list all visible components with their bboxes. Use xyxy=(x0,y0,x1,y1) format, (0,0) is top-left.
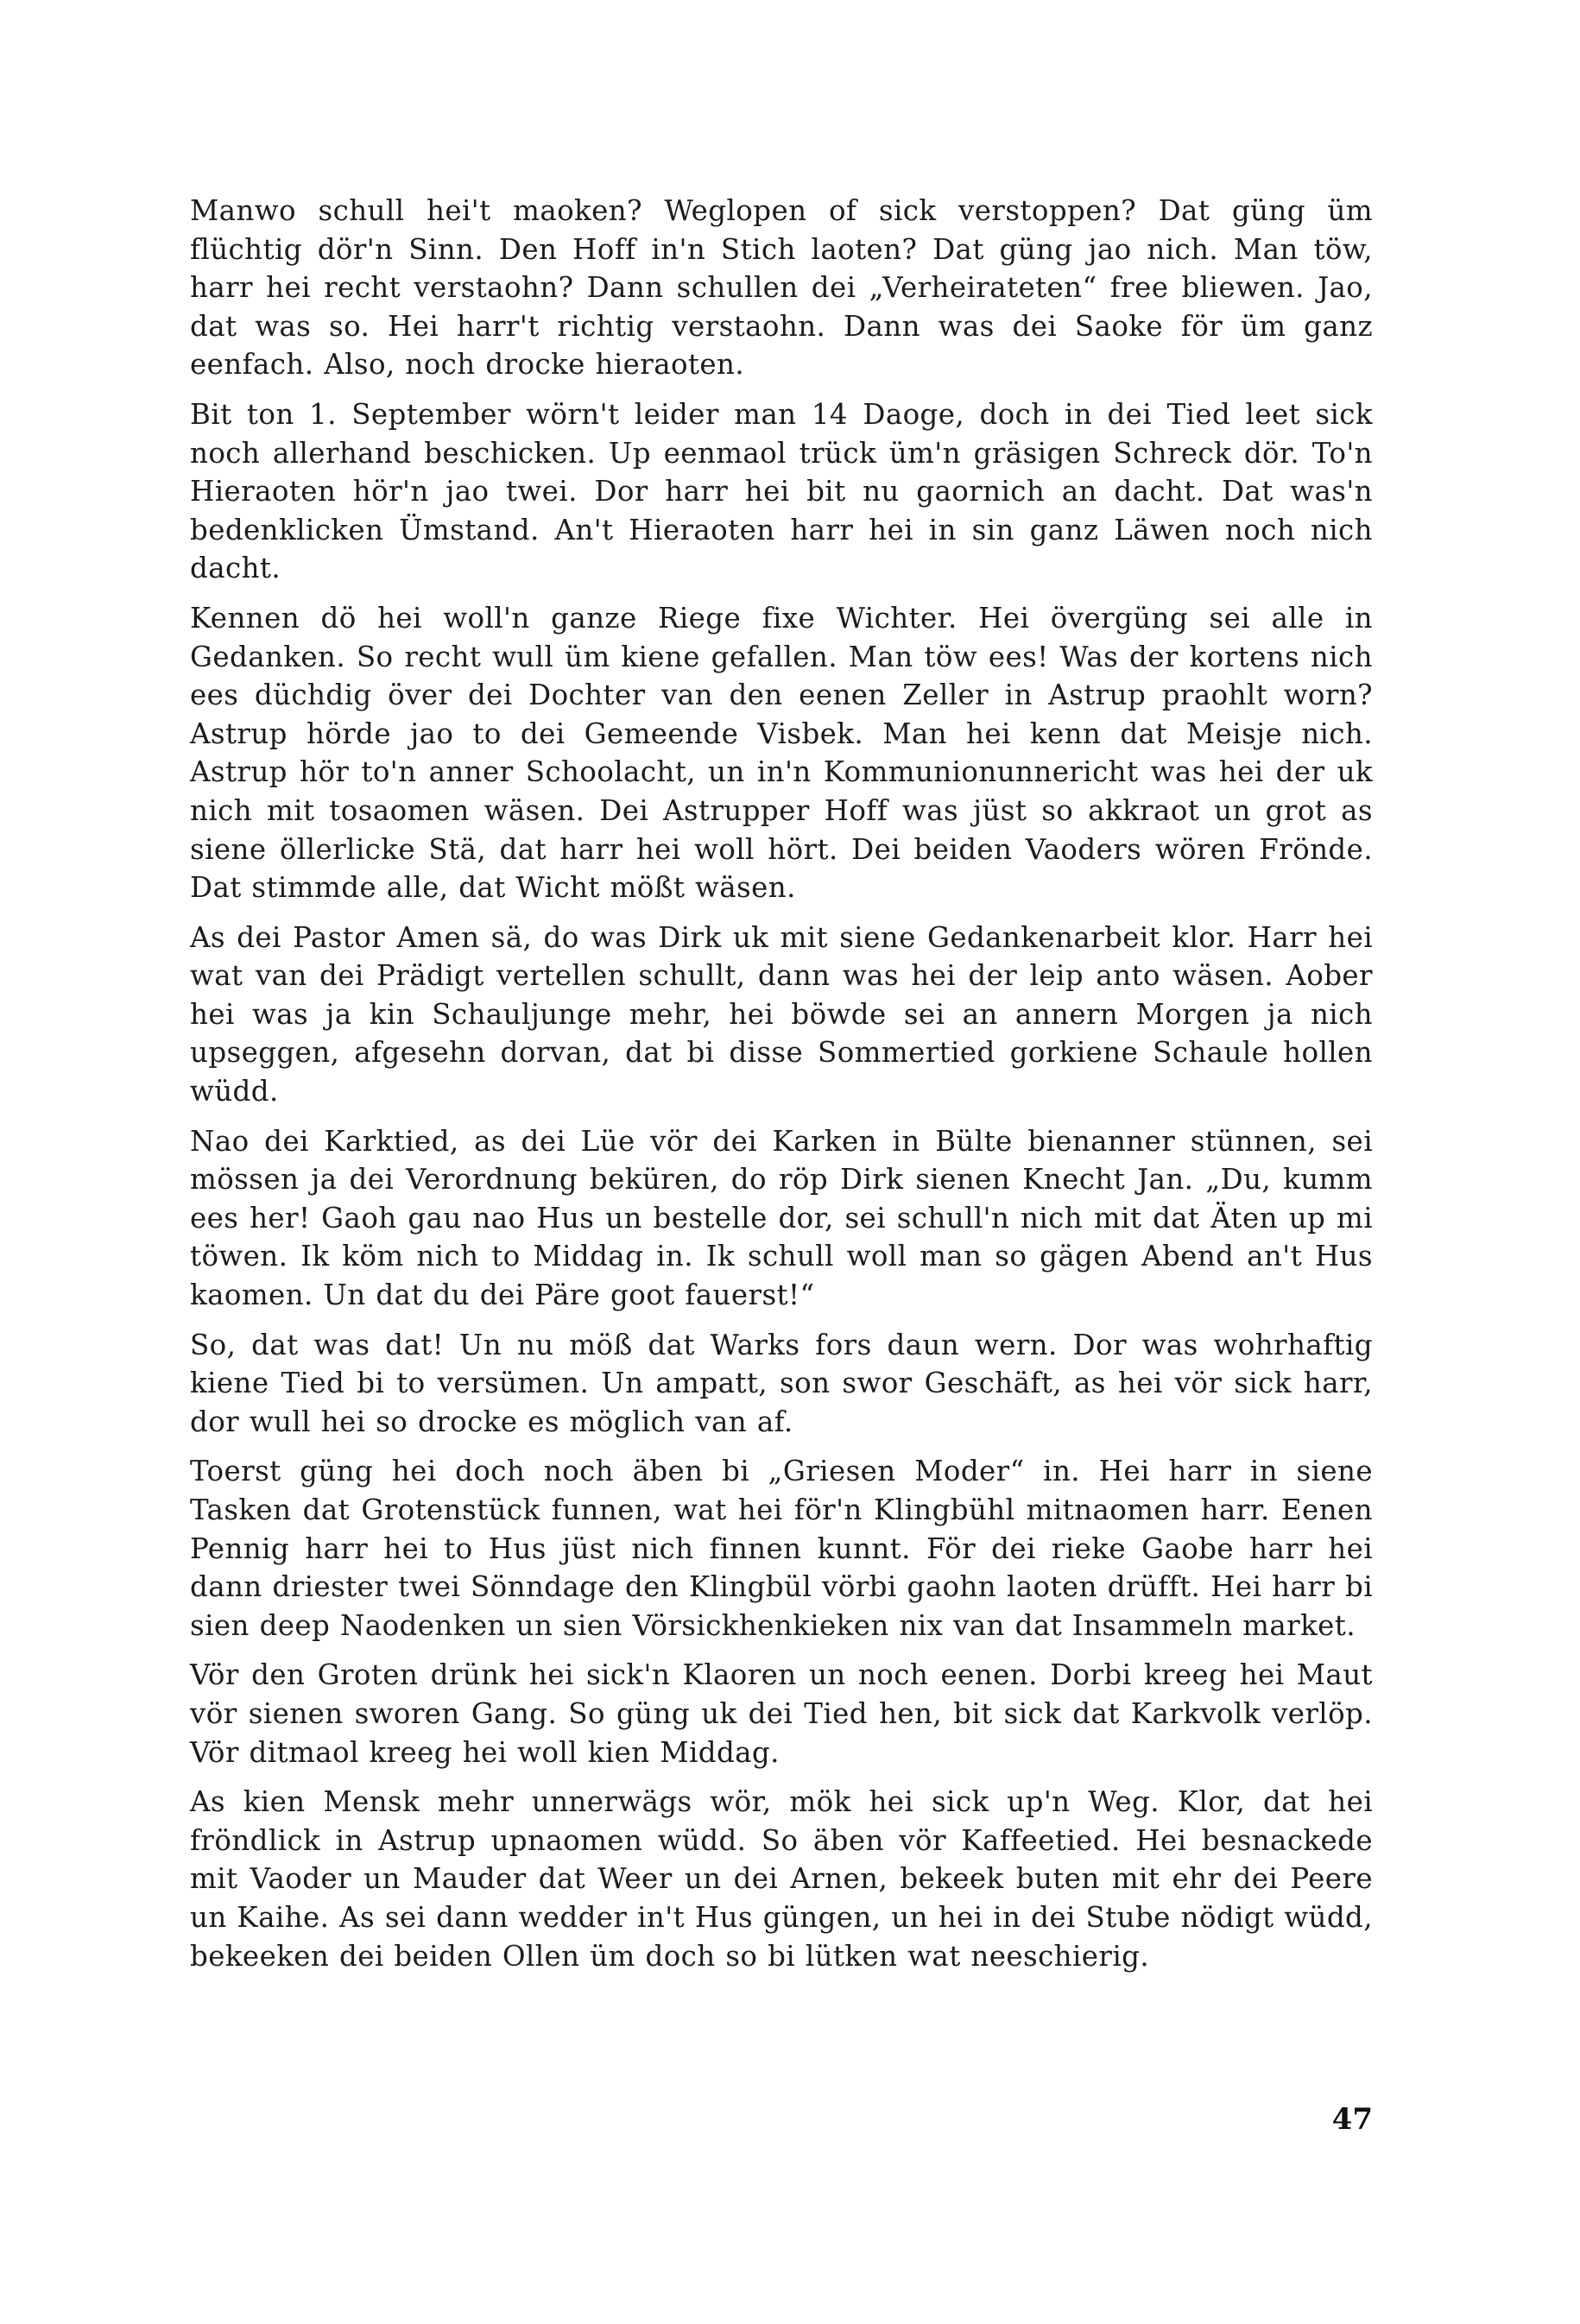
page-number: 47 xyxy=(1331,2102,1373,2137)
paragraph-7: Toerst güng hei doch noch äben bi „Griesen Moder“ in. Hei harr in siene Tasken dat Grotenstück funnen, wat hei för'n Klingbühl mitnaomen harr. Eenen Pennig harr hei to Hus jüst nich finnen kunnt. För dei rieke Gaobe harr hei dann driester twei Sönndage den Klingbül vörbi gaohn laoten drüfft. Hei harr bi sien deep Naodenken un sien Vörsickhenkieken nix van dat Insammeln market. xyxy=(190,1455,1373,1642)
paragraph-2: Bit ton 1. September wörn't leider man 14 Daoge, doch in dei Tied leet sick noch allerhand beschicken. Up eenmaol trück üm'n gräsigen Schreck dör. To'n Hieraoten hör'n jao twei. Dor harr hei bit nu gaornich an dacht. Dat was'n bedenklicken Ümstand. An't Hieraoten harr hei in sin ganz Läwen noch nich dacht. xyxy=(190,397,1373,585)
paragraph-3: Kennen dö hei woll'n ganze Riege fixe Wichter. Hei övergüng sei alle in Gedanken. So recht wull üm kiene gefallen. Man töw ees! Was der kortens nich ees düchdig över dei Dochter van den eenen Zeller in Astrup praohlt worn? Astrup hörde jao to dei Gemeende Visbek. Man hei kenn dat Meisje nich. Astrup hör to'n anner Schoolacht, un in'n Kommunionunnericht was hei der uk nich mit tosaomen wäsen. Dei Astrupper Hoff was jüst so akkraot un grot as siene öllerlicke Stä, dat harr hei woll hört. Dei beiden Vaoders wören Frönde. Dat stimmde alle, dat Wicht mößt wäsen. xyxy=(190,601,1373,905)
paragraph-9: As kien Mensk mehr unnerwägs wör, mök hei sick up'n Weg. Klor, dat hei fröndlick in Astrup upnaomen wüdd. So äben vör Kaffeetied. Hei besnackede mit Vaoder un Mauder dat Weer un dei Arnen, bekeek buten mit ehr dei Peere un Kaihe. As sei dann wedder in't Hus güngen, un hei in dei Stube nödigt wüdd, bekeeken dei beiden Ollen üm doch so bi lütken wat neeschierig. xyxy=(190,1785,1373,1973)
body-text xyxy=(190,192,1373,1986)
paragraph-1: Manwo schull hei't maoken? Weglopen of sick verstoppen? Dat güng üm flüchtig dör'n Sinn. Den Hoff in'n Stich laoten? Dat güng jao nich. Man töw, harr hei recht verstaohn? Dann schullen dei „Verheirateten“ free bliewen. Jao, dat was so. Hei harr't richtig verstaohn. Dann was dei Saoke för üm ganz eenfach. Also, noch drocke hieraoten. xyxy=(190,194,1373,382)
paragraph-5: Nao dei Karktied, as dei Lüe vör dei Karken in Bülte bienanner stünnen, sei mössen ja dei Verordnung beküren, do röp Dirk sienen Knecht Jan. „Du, kumm ees her! Gaoh gau nao Hus un bestelle dor, sei schull'n nich mit dat Äten up mi töwen. Ik köm nich to Middag in. Ik schull woll man so gägen Abend an't Hus kaomen. Un dat du dei Päre goot fauerst!“ xyxy=(190,1124,1373,1312)
paragraph-4: As dei Pastor Amen sä, do was Dirk uk mit siene Gedankenarbeit klor. Harr hei wat van dei Prädigt vertellen schullt, dann was hei der leip anto wäsen. Aober hei was ja kin Schauljunge mehr, hei böwde sei an annern Morgen ja nich upseggen, afgesehn dorvan, dat bi disse Sommertied gorkiene Schaule hollen wüdd. xyxy=(190,920,1373,1108)
paragraph-8: Vör den Groten drünk hei sick'n Klaoren un noch eenen. Dorbi kreeg hei Maut vör sienen sworen Gang. So güng uk dei Tied hen, bit sick dat Karkvolk verlöp. Vör ditmaol kreeg hei woll kien Middag. xyxy=(190,1658,1373,1769)
paragraph-6: So, dat was dat! Un nu möß dat Warks fors daun wern. Dor was wohrhaftig kiene Tied bi to versümen. Un ampatt, son swor Geschäft, as hei vör sick harr, dor wull hei so drocke es möglich van af. xyxy=(190,1328,1373,1438)
